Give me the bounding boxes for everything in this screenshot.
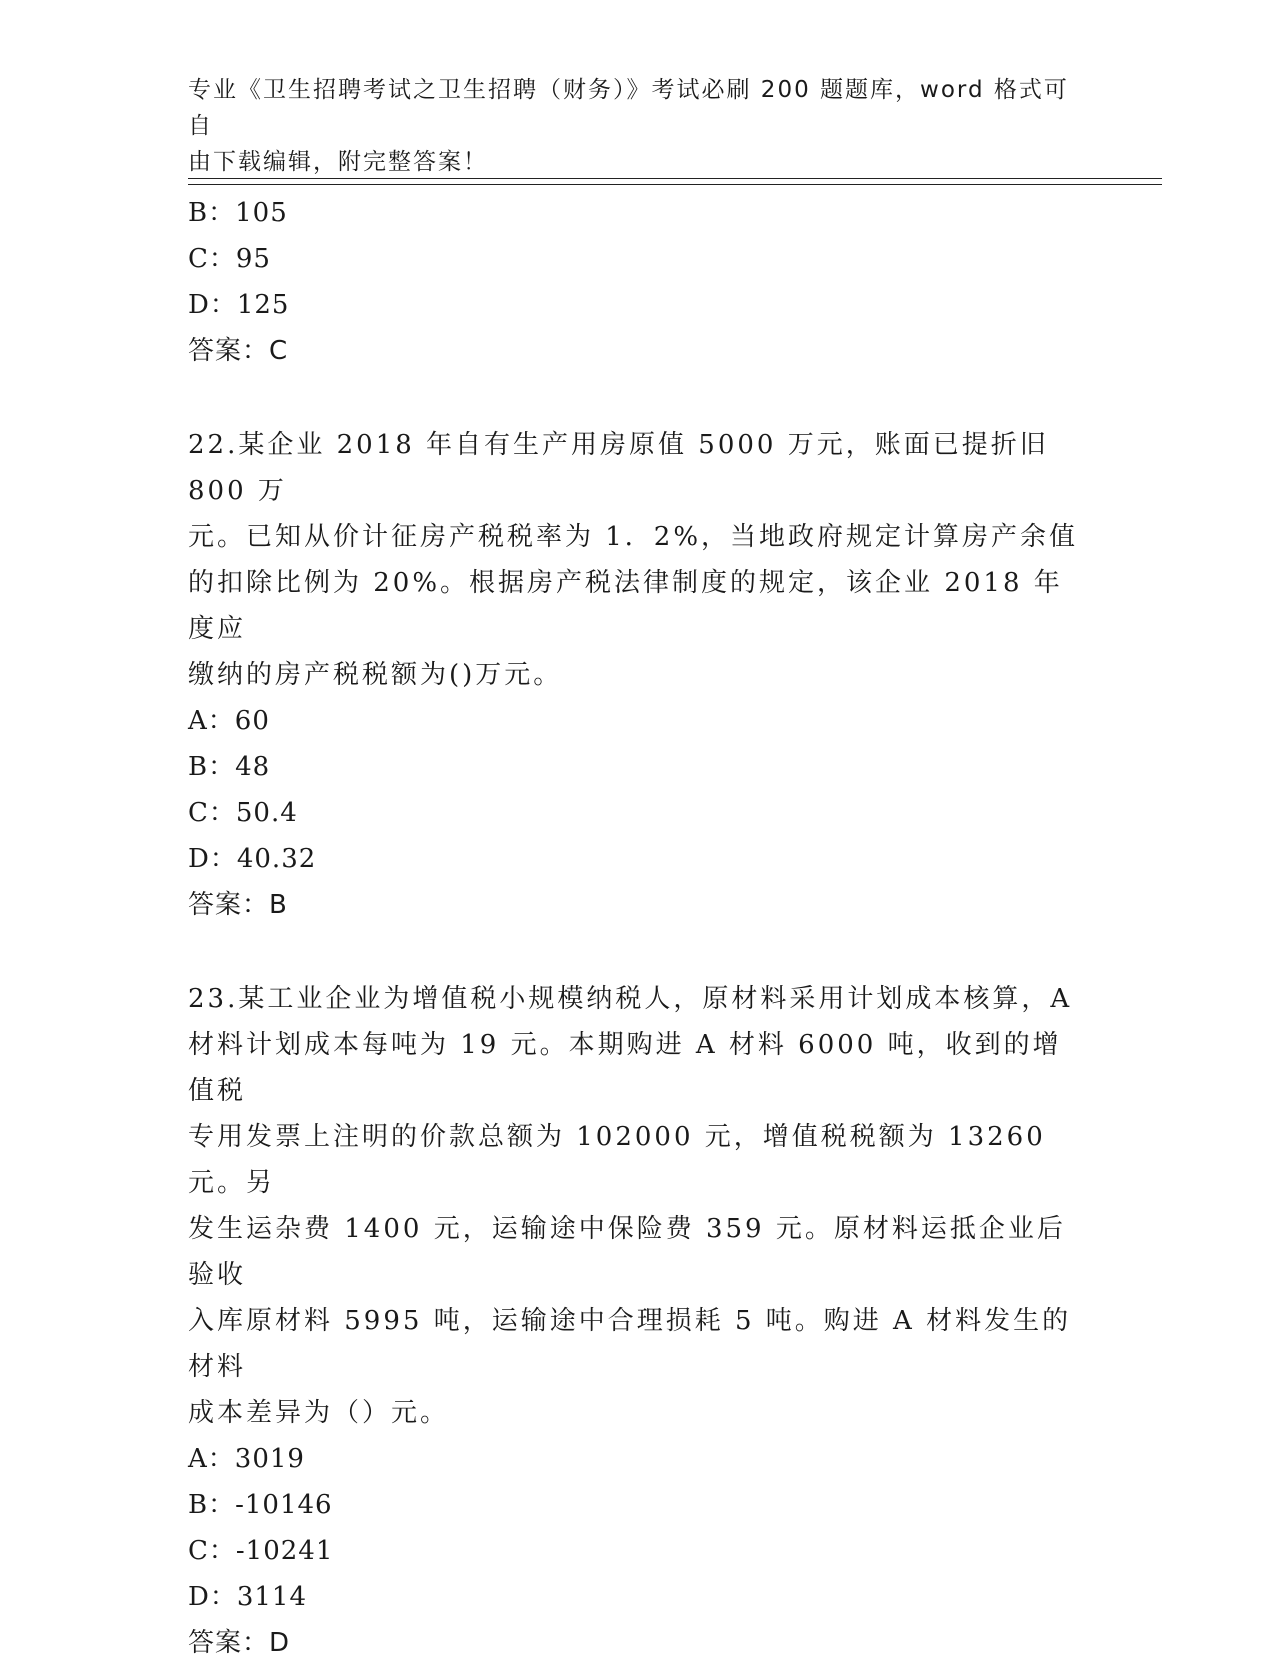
prev-question-tail (188, 190, 1088, 374)
answer-line: 答案：B (188, 890, 288, 920)
option-c: C：-10241 (188, 1536, 334, 1566)
option-d: D：3114 (188, 1582, 308, 1612)
header-line-1: 专业《卫生招聘考试之卫生招聘（财务）》考试必刷 200 题题库，word 格式可自 (188, 77, 1069, 139)
option-a: A：3019 (188, 1444, 305, 1474)
question-text (188, 976, 1088, 1436)
question-line: 的扣除比例为 20%。根据房产税法律制度的规定，该企业 2018 年度应 (188, 568, 1063, 644)
question-line: 元。已知从价计征房产税税率为 1．2%，当地政府规定计算房产余值 (188, 522, 1079, 552)
option-c: C：95 (188, 244, 271, 274)
option-d: D：125 (188, 290, 290, 320)
question-line: 专用发票上注明的价款总额为 102000 元，增值税税额为 13260 元。另 (188, 1122, 1046, 1198)
question-23 (188, 976, 1088, 1666)
question-line: 材料计划成本每吨为 19 元。本期购进 A 材料 6000 吨，收到的增值税 (188, 1030, 1062, 1106)
question-line: 22.某企业 2018 年自有生产用房原值 5000 万元，账面已提折旧 800 万 (188, 430, 1049, 506)
question-line: 缴纳的房产税税额为()万元。 (188, 660, 563, 690)
option-b: B：-10146 (188, 1490, 333, 1520)
question-line: 发生运杂费 1400 元，运输途中保险费 359 元。原材料运抵企业后验收 (188, 1214, 1066, 1290)
question-text (188, 422, 1088, 698)
question-line: 成本差异为（）元。 (188, 1398, 450, 1428)
option-b: B：105 (188, 198, 288, 228)
answer-line: 答案：D (188, 1628, 291, 1658)
header-rule-top (188, 178, 1162, 179)
option-b: B：48 (188, 752, 271, 782)
document-body (188, 190, 1088, 1666)
option-c: C：50.4 (188, 798, 298, 828)
header-rule-bottom (188, 184, 1162, 185)
question-line: 入库原材料 5995 吨，运输途中合理损耗 5 吨。购进 A 材料发生的材料 (188, 1306, 1072, 1382)
header-line-2: 由下载编辑，附完整答案！ (188, 149, 488, 175)
document-header (188, 72, 1088, 180)
option-a: A：60 (188, 706, 270, 736)
answer-line: 答案：C (188, 336, 289, 366)
option-d: D：40.32 (188, 844, 317, 874)
question-line: 23.某工业企业为增值税小规模纳税人，原材料采用计划成本核算，A (188, 984, 1073, 1014)
question-22 (188, 422, 1088, 928)
